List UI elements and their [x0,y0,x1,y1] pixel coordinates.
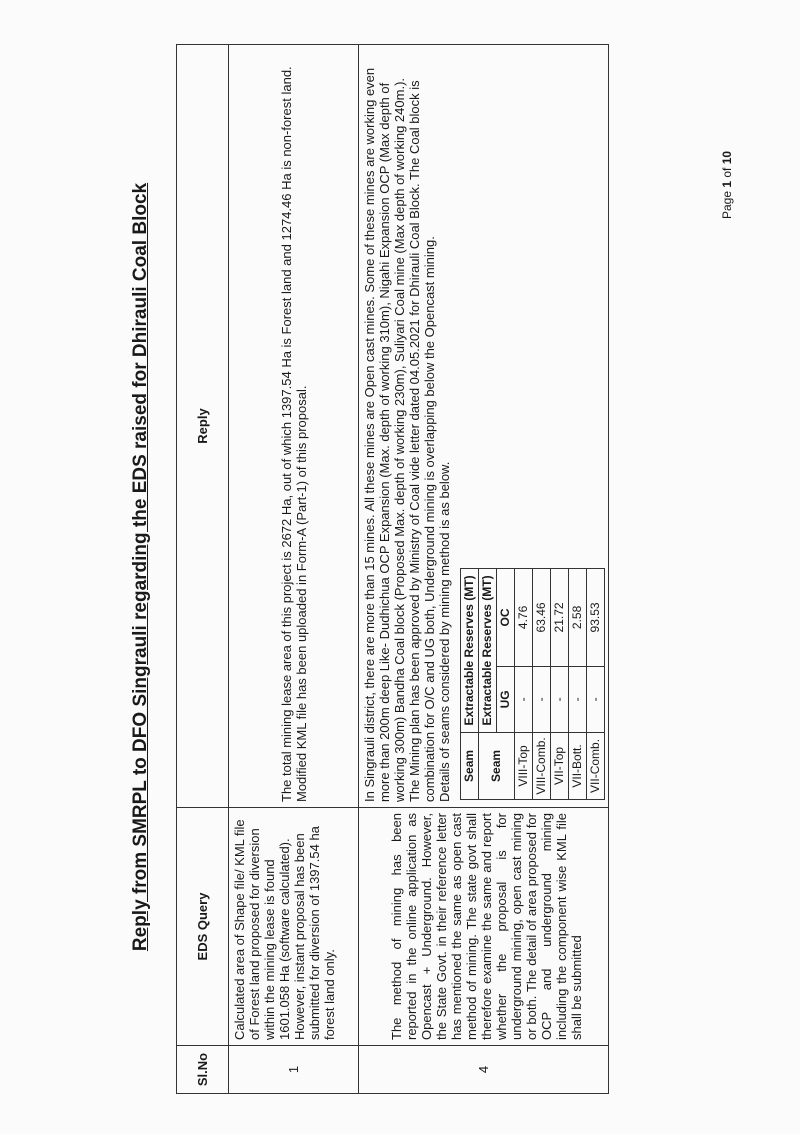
seam-ug: - [515,666,533,732]
row-reply [359,45,609,808]
page-number [720,151,734,219]
seam-row [551,569,569,800]
seam-ug: - [533,666,551,732]
seam-ug: - [551,666,569,732]
row-query: The method of mining has been reported in the online application as Opencast + Underground. However, the State Govt. in their reference letter has mentioned the same as open cast method of mining. The state govt shall therefore examine the same and report whether the proposal is for underground mining, open cast mining or both. The detail of area proposed for OCP and underground mining including the component wise KML file shall be submitted [359,808,609,1046]
row-sl: 1 [229,1046,359,1094]
seam-oc: 4.76 [515,569,533,667]
seam-row [533,569,551,800]
eds-table [176,44,609,1094]
table-row [359,45,609,1094]
seam-name: VII-Comb. [587,732,605,799]
seam-oc: 93.53 [587,569,605,667]
row-reply [229,45,359,808]
row-sl: 4 [359,1046,609,1094]
seam-table [460,568,605,800]
header-reply: Reply [177,45,229,808]
seam-header: Seam [461,732,479,799]
seam-row [515,569,533,800]
page-prefix: Page [720,187,734,219]
row-query: Calculated area of Shape file/ KML file of Forest land proposed for diversion within the mining lease is found 1601.058 Ha (software calculated). However, instant proposal has been submitted for diversion of 1397.54 ha forest land only. [229,808,359,1046]
reserves-header: Extractable Reserves (MT) [461,569,479,733]
table-row [229,45,359,1094]
seam-oc: 2.58 [569,569,587,667]
header-query: EDS Query [177,808,229,1046]
reply-paragraph: Details of seams considered by mining method is as below. [437,461,452,802]
page-current: 1 [720,180,734,188]
seam-row [569,569,587,800]
page-total: 10 [720,150,734,165]
reply-paragraph: The Mining plan has been approved by Ministry of Coal vide letter dated 04.05.2021 for Dhirauli Coal Block. The Coal block is combination for O/C and UG both, Underground mining is overlapping below the Opencast mining. [407,80,437,802]
seam-name: VIII-Top [515,732,533,799]
reserves-header: Extractable Reserves (MT) [479,569,497,733]
ug-header: UG [497,666,515,732]
seam-header-row [461,569,479,800]
seam-name: VIII-Comb. [533,732,551,799]
document-title: Reply from SMRPL to DFO Singrauli regarding the EDS raised for Dhirauli Coal Block [130,182,151,952]
seam-header-row [479,569,497,800]
oc-header: OC [497,569,515,667]
seam-name: VII-Top [551,732,569,799]
seam-oc: 63.46 [533,569,551,667]
reply-paragraph: The total mining lease area of this project is 2672 Ha, out of which 1397.54 Ha is Forest land and 1274.46 Ha is non-forest land. [278,66,294,802]
reply-paragraph: Modified KML file has been uploaded in Form-A (Part-1) of this proposal. [293,385,309,802]
seam-row [587,569,605,800]
page-of: of [720,164,734,181]
seam-ug: - [569,666,587,732]
header-sl: Sl.No [177,1046,229,1094]
reply-paragraph: In Singrauli district, there are more than 15 mines. All these mines are Open cast mines. Some of these mines are working even more than 200m deep Like- Dudhichua OCP Expansion (Max. depth of working 310m), Nigahi Expansion OCP (Max depth of working 300m) Bandha Coal block (Proposed Max. depth of working 230m), Suliyari Coal mine (Max depth of working 240m.). [362,67,407,802]
seam-name: VII-Bott. [569,732,587,799]
seam-header: Seam [479,732,515,799]
header-row [177,45,229,1094]
seam-ug: - [587,666,605,732]
seam-oc: 21.72 [551,569,569,667]
